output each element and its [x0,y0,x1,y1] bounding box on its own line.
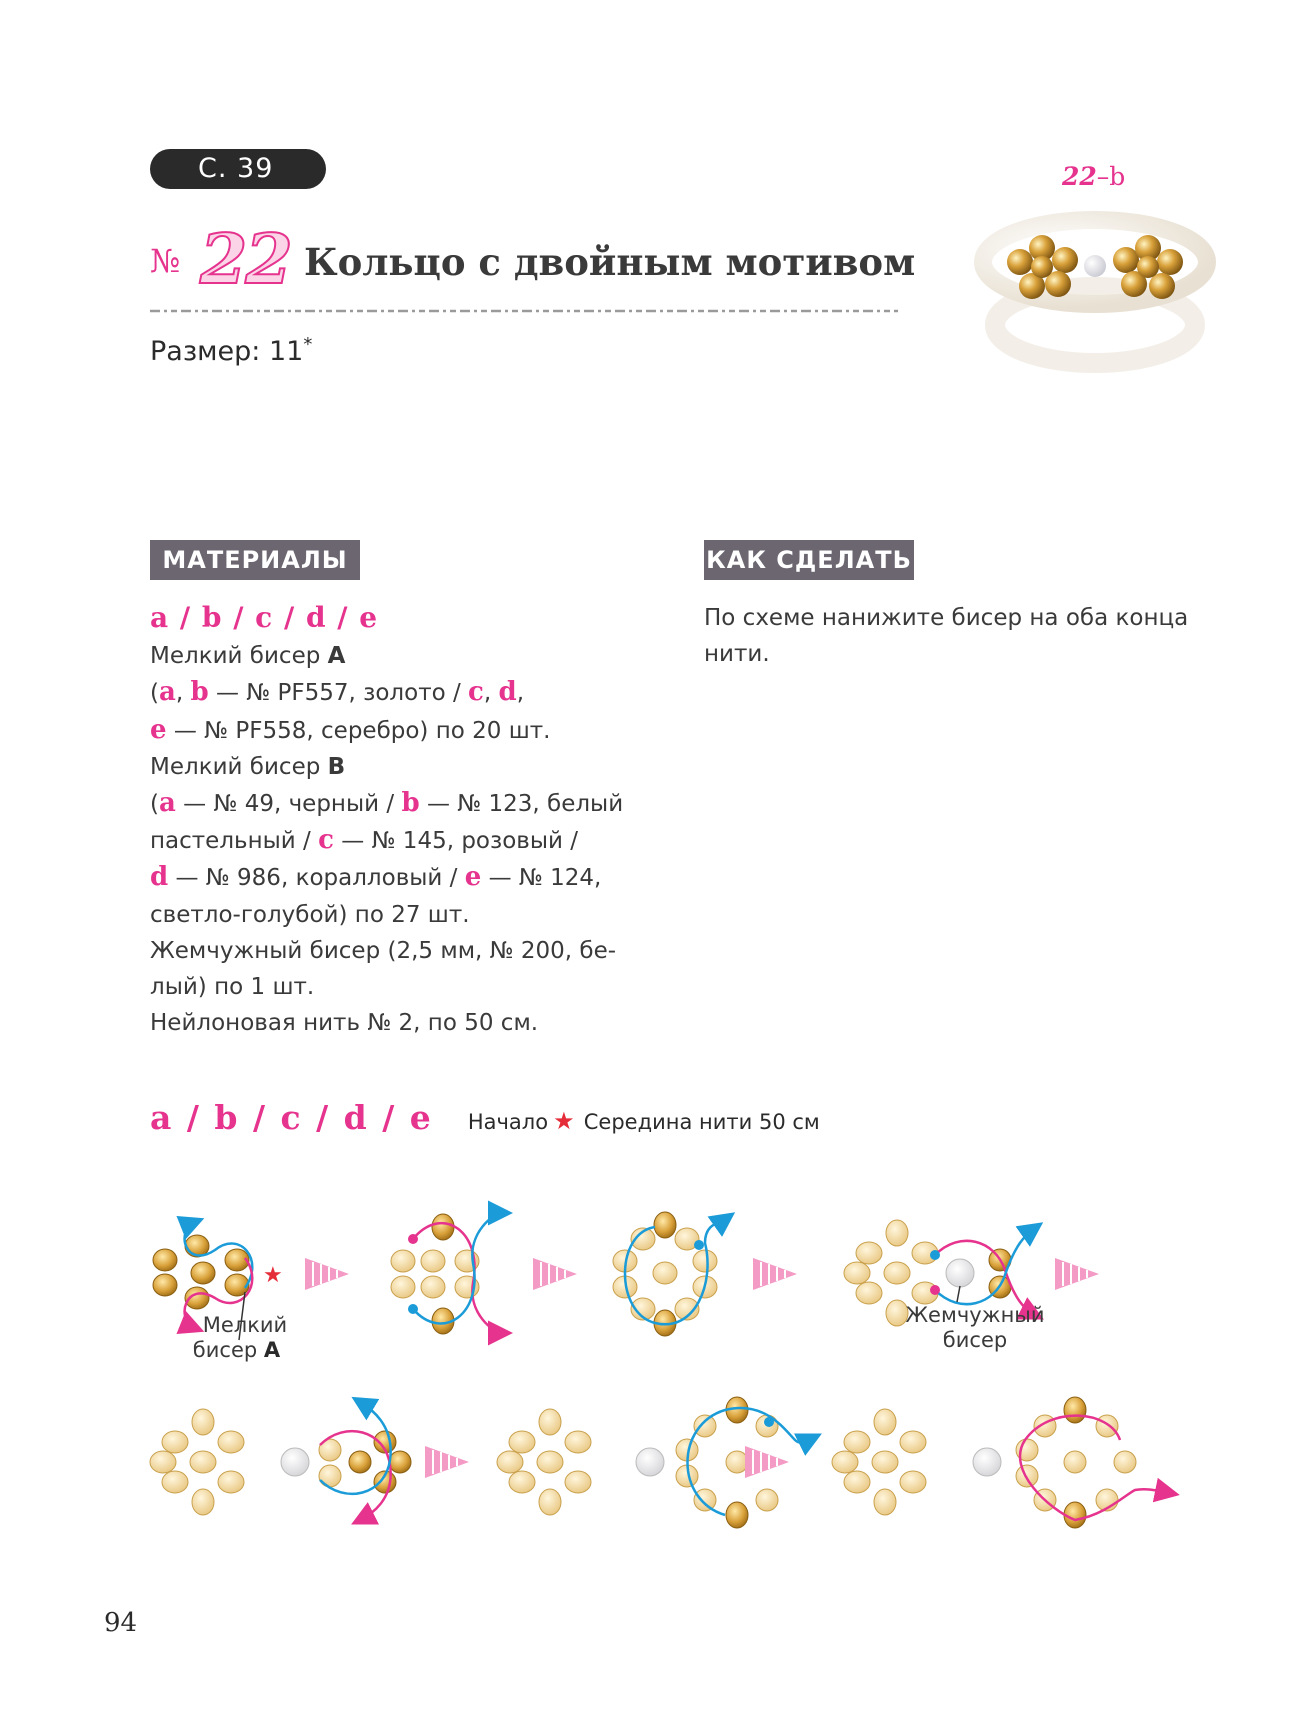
bead-type-label: B [327,753,346,780]
page-reference-text: С. 39 [198,153,274,184]
materials-line [150,638,650,674]
variant-letter: b [401,788,420,819]
step-2 [391,1213,503,1334]
materials-line [150,712,650,749]
variant-letter: d [498,677,517,708]
photo-label [1062,162,1125,191]
materials-line [150,859,650,896]
variant-letter: b [190,677,209,708]
materials-text: — № 145, розовый / [333,828,579,855]
ring-photo [970,150,1220,390]
materials-text: пастельный / [150,828,319,855]
materials-text: , [175,680,191,707]
materials-line: светло-голубой) по 27 шт. [150,901,470,928]
title-number: 22 [200,220,291,300]
page-reference-badge [150,149,326,189]
how-to-text: По схеме нанижите бисер на оба конца нити. [704,605,1189,667]
variant-letter: c [318,825,334,856]
size-line [150,334,312,367]
materials-text: — № 123, белый [419,791,624,818]
page-title: Кольцо с двойным мотивом [304,240,916,284]
diagram-heading [150,1098,820,1137]
materials-line: Нейлоновая нить № 2, по 50 см. [150,1010,539,1037]
size-footnote-mark: * [303,334,313,355]
how-to-heading: КАК СДЕЛАТЬ [704,540,914,580]
materials-line [150,749,650,785]
variant-letter: d [150,862,169,893]
svg-text:★: ★ [263,1263,283,1288]
materials-line: лый) по 1 шт. [150,974,315,1001]
bead-type-label: A [327,643,346,670]
materials-text: — № PF558, серебро) по 20 шт. [166,717,551,744]
label-small-bead-line2: бисер [192,1338,258,1362]
materials-list [150,600,650,1041]
diagram-middle-label: Середина нити 50 см [583,1110,820,1134]
materials-text: Мелкий бисер [150,643,321,670]
photo-label-number: 22 [1062,162,1097,191]
materials-text: — № 49, черный / [175,791,402,818]
materials-line [150,785,650,822]
page-number: 94 [104,1608,138,1638]
variant-letter: a [158,677,176,708]
title-number-prefix: № [150,242,181,280]
diagram-variants: a / b / c / d / e [150,1098,433,1137]
materials-text: — № 124, [481,865,602,892]
materials-heading: МАТЕРИАЛЫ [150,540,360,580]
step-3 [613,1212,727,1336]
materials-text: Мелкий бисер [150,753,321,780]
materials-line [150,674,650,711]
materials-line: Жемчужный бисер (2,5 мм, № 200, бе- [150,937,617,964]
label-pearl-line2: бисер [942,1328,1008,1352]
label-pearl-line1: Жемчужный [905,1303,1045,1327]
beading-diagram [145,1170,1205,1540]
materials-text: , [516,680,525,707]
diagram-start-label: Начало [467,1110,549,1134]
materials-text: ( [150,791,159,818]
variant-letter: a [158,788,176,819]
materials-line [150,822,650,859]
variant-letter: e [150,714,167,745]
title-dashed-divider [150,307,900,315]
materials-text: — № 986, коралловый / [168,865,465,892]
materials-text: , [483,680,499,707]
label-small-bead-line3: A [263,1338,281,1362]
step-7 [832,1397,1170,1528]
variant-letter: c [468,677,484,708]
materials-text: ( [150,680,159,707]
star-icon: ★ [553,1107,575,1135]
materials-variants: a / b / c / d / e [150,601,379,634]
size-label: Размер: 11 [150,336,304,367]
label-small-bead-line1: Мелкий [202,1313,288,1337]
photo-label-suffix: –b [1096,162,1126,191]
materials-text: — № PF557, золото / [208,680,469,707]
step-5 [150,1402,411,1520]
center-pearl [1084,255,1106,277]
variant-letter: e [464,862,482,893]
